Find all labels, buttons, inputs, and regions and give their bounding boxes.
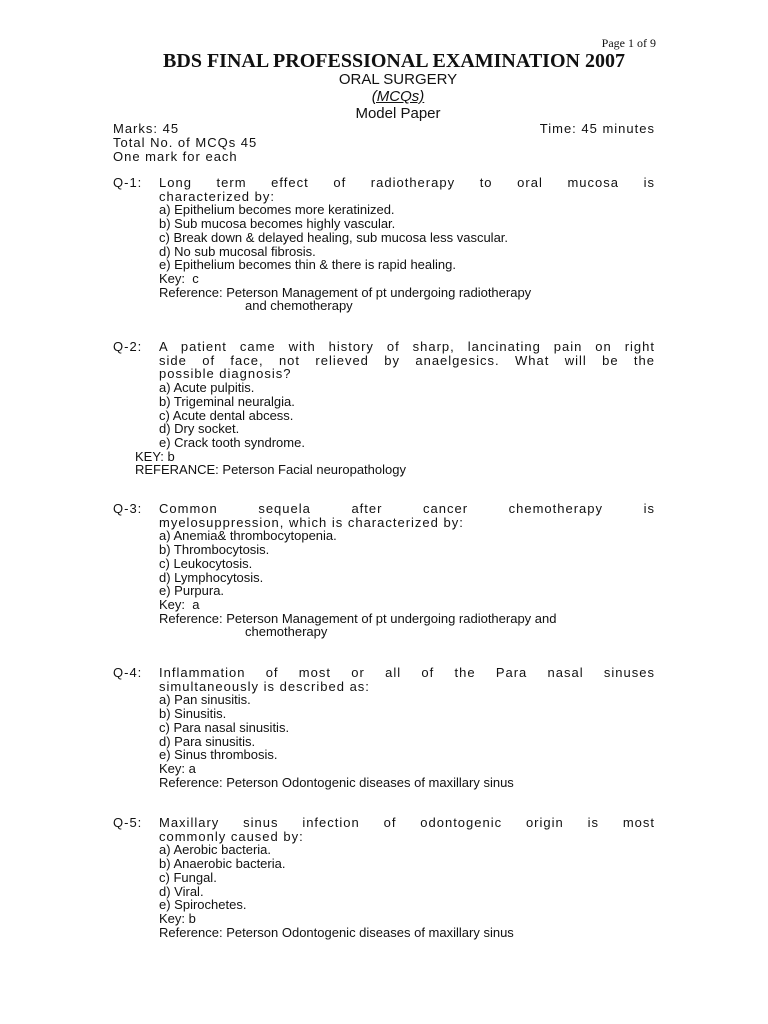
page-number: Page 1 of 9: [601, 36, 656, 50]
answer-key: Key: a: [159, 760, 196, 776]
question-label: Q-2:: [113, 339, 143, 354]
question-stem: A patient came with history of sharp, lancinating pain on right: [159, 339, 655, 354]
reference: Reference: Peterson Management of pt undergoing radiotherapy: [159, 284, 532, 300]
reference: REFERANCE: Peterson Facial neuropathology: [135, 462, 406, 478]
option-d: d) Lymphocytosis.: [159, 569, 264, 585]
option-c: c) Fungal.: [159, 869, 217, 885]
reference: Reference: Peterson Odontogenic diseases of maxillary sinus: [159, 774, 514, 790]
option-b: b) Trigeminal neuralgia.: [159, 393, 295, 409]
question-stem: simultaneously is described as:: [159, 678, 370, 694]
question-label: Q-5:: [113, 815, 143, 830]
option-d: d) Dry socket.: [159, 421, 240, 437]
option-a: a) Aerobic bacteria.: [159, 842, 272, 858]
option-a: a) Acute pulpitis.: [159, 380, 255, 396]
subject-heading: ORAL SURGERY: [338, 71, 458, 88]
time-text: Time: 45 minutes: [539, 121, 655, 136]
option-e: e) Sinus thrombosis.: [159, 747, 278, 763]
reference-continued: chemotherapy: [245, 624, 328, 640]
question-5: [113, 816, 655, 939]
option-e: e) Spirochetes.: [159, 897, 247, 913]
question-stem: Long term effect of radiotherapy to oral mucosa is: [159, 175, 655, 190]
mark-each-text: One mark for each: [113, 149, 238, 164]
question-label: Q-4:: [113, 665, 143, 680]
total-mcqs-text: Total No. of MCQs 45: [113, 135, 258, 150]
reference: Reference: Peterson Management of pt undergoing radiotherapy and: [159, 610, 557, 626]
answer-key: KEY: b: [135, 448, 175, 464]
option-d: d) Viral.: [159, 883, 204, 899]
option-c: c) Para nasal sinusitis.: [159, 719, 290, 735]
option-b: b) Thrombocytosis.: [159, 542, 270, 558]
question-4: [113, 666, 655, 789]
option-e: e) Purpura.: [159, 583, 225, 599]
marks-text: Marks: 45: [113, 121, 180, 136]
exam-meta: [113, 122, 655, 164]
question-stem: Inflammation of most or all of the Para nasal sinuses: [159, 665, 655, 680]
paper-type: (MCQs): [371, 88, 425, 105]
option-a: a) Pan sinusitis.: [159, 692, 251, 708]
option-e: e) Epithelium becomes thin & there is rapid healing.: [159, 257, 456, 273]
paper-label: Model Paper: [355, 105, 441, 122]
question-label: Q-3:: [113, 501, 143, 516]
option-c: c) Break down & delayed healing, sub mucosa less vascular.: [159, 229, 509, 245]
reference-continued: and chemotherapy: [245, 298, 353, 314]
option-b: b) Anaerobic bacteria.: [159, 856, 286, 872]
option-a: a) Anemia& thrombocytopenia.: [159, 528, 337, 544]
question-stem: characterized by:: [159, 188, 275, 204]
question-2: [113, 340, 655, 477]
answer-key: Key: a: [159, 596, 200, 612]
exam-title: BDS FINAL PROFESSIONAL EXAMINATION 2007: [163, 50, 625, 72]
option-d: d) Para sinusitis.: [159, 733, 256, 749]
option-b: b) Sub mucosa becomes highly vascular.: [159, 216, 396, 232]
option-b: b) Sinusitis.: [159, 706, 227, 722]
question-stem: Common sequela after cancer chemotherapy is: [159, 501, 655, 516]
question-3: [113, 502, 655, 639]
question-label: Q-1:: [113, 175, 143, 190]
option-c: c) Acute dental abcess.: [159, 407, 294, 423]
option-a: a) Epithelium becomes more keratinized.: [159, 202, 395, 218]
option-e: e) Crack tooth syndrome.: [159, 434, 305, 450]
question-1: [113, 176, 655, 313]
question-stem: possible diagnosis?: [159, 366, 292, 382]
question-stem: side of face, not relieved by anaelgesics. What will be the: [159, 352, 655, 368]
option-d: d) No sub mucosal fibrosis.: [159, 243, 316, 259]
answer-key: Key: b: [159, 910, 196, 926]
question-stem: Maxillary sinus infection of odontogenic origin is most: [159, 815, 655, 830]
question-stem: commonly caused by:: [159, 828, 304, 844]
reference: Reference: Peterson Odontogenic diseases of maxillary sinus: [159, 924, 514, 940]
answer-key: Key: c: [159, 270, 199, 286]
option-c: c) Leukocytosis.: [159, 555, 253, 571]
question-stem: myelosuppression, which is characterized by:: [159, 514, 464, 530]
